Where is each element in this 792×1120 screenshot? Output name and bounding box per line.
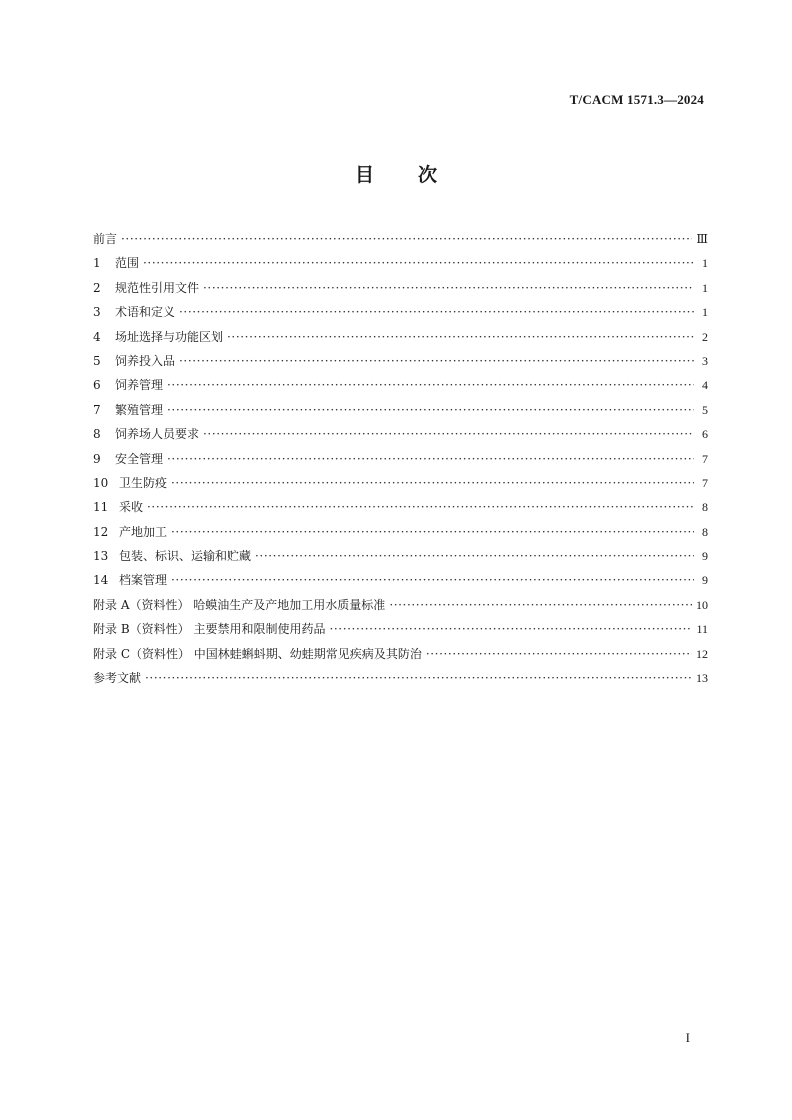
toc-entry-5[interactable] [93, 349, 708, 373]
dot-leader [255, 544, 694, 568]
toc-entry-number: 10 [93, 475, 109, 490]
dot-leader [389, 593, 692, 617]
dot-leader [167, 398, 694, 422]
toc-entry-label: 卫生防疫 [119, 475, 168, 490]
toc-entry-6[interactable] [93, 373, 708, 397]
standard-number: T/CACM 1571.3—2024 [569, 92, 704, 107]
toc-entry-page: 10 [696, 597, 708, 612]
toc-entry-number: 3 [93, 305, 101, 320]
toc-entry-page: Ⅲ [696, 232, 708, 246]
dot-leader [203, 422, 694, 446]
toc-entry-appendix-a[interactable] [93, 593, 708, 617]
toc-entry-label: 安全管理 [115, 451, 164, 466]
toc-entry-number: 12 [93, 524, 109, 539]
toc-entry-number: 13 [93, 549, 109, 564]
toc-entry-9[interactable] [93, 447, 708, 471]
toc-entry-3[interactable] [93, 300, 708, 324]
page-number: I [685, 1030, 690, 1045]
toc-entry-number: 7 [93, 402, 101, 417]
dot-leader [147, 495, 694, 519]
toc-entry-4[interactable] [93, 325, 708, 349]
toc-entry-12[interactable] [93, 520, 708, 544]
dot-leader [171, 568, 694, 592]
dot-leader [227, 325, 694, 349]
toc-entry-number: 1 [93, 256, 101, 271]
toc-entry-appendix-c[interactable] [93, 642, 708, 666]
toc-entry-page: 8 [702, 500, 708, 515]
dot-leader [121, 227, 692, 251]
toc-entry-page: 6 [702, 427, 708, 442]
toc-entry-label: 饲养管理 [115, 378, 164, 393]
dot-leader [167, 373, 694, 397]
toc-entry-page: 9 [702, 549, 708, 564]
dot-leader [203, 276, 694, 300]
toc-entry-page: 12 [696, 646, 708, 661]
dot-leader [179, 300, 694, 324]
toc-entry-label: 饲养场人员要求 [115, 427, 200, 442]
toc-entry-label: 附录 C（资料性） 中国林蛙蝌蚪期、幼蛙期常见疾病及其防治 [93, 646, 422, 661]
toc-entry-label: 繁殖管理 [115, 402, 164, 417]
toc-entry-14[interactable] [93, 568, 708, 592]
toc-entry-page: 2 [702, 329, 708, 344]
toc-entry-label: 参考文献 [93, 671, 142, 686]
dot-leader [167, 447, 694, 471]
toc-entry-label: 场址选择与功能区划 [115, 329, 224, 344]
toc-entry-page: 7 [702, 451, 708, 466]
toc-entry-label: 术语和定义 [115, 305, 176, 320]
toc-entry-label: 采收 [119, 500, 144, 515]
toc-entry-1[interactable] [93, 251, 708, 275]
toc-entry-page: 7 [702, 475, 708, 490]
toc-entry-label: 附录 B（资料性） 主要禁用和限制使用药品 [93, 622, 326, 637]
toc-entry-number: 4 [93, 329, 101, 344]
toc-entry-appendix-b[interactable] [93, 617, 708, 641]
toc-entry-page: 1 [702, 305, 708, 320]
page-title: 目次 [354, 164, 481, 186]
toc-entry-10[interactable] [93, 471, 708, 495]
toc-entry-label: 范围 [115, 256, 140, 271]
toc-entry-label: 前言 [93, 232, 118, 246]
toc-entry-label: 饲养投入品 [115, 353, 176, 368]
toc-entry-number: 9 [93, 451, 101, 466]
toc-entry-label: 产地加工 [119, 524, 168, 539]
dot-leader [145, 666, 692, 690]
toc-entry-11[interactable] [93, 495, 708, 519]
toc-entry-page: 9 [702, 573, 708, 588]
toc-entry-7[interactable] [93, 398, 708, 422]
toc-entry-number: 11 [93, 500, 109, 515]
dot-leader [171, 471, 694, 495]
toc-entry-page: 5 [702, 402, 708, 417]
toc-entry-page: 1 [702, 256, 708, 271]
toc-entry-13[interactable] [93, 544, 708, 568]
toc-entry-number: 6 [93, 378, 101, 393]
table-of-contents [93, 227, 708, 690]
dot-leader [329, 617, 692, 641]
dot-leader [426, 642, 692, 666]
toc-entry-label: 附录 A（资料性） 哈蟆油生产及产地加工用水质量标准 [93, 597, 386, 612]
dot-leader [179, 349, 694, 373]
toc-entry-page: 11 [696, 622, 708, 637]
toc-entry-number: 14 [93, 573, 109, 588]
toc-entry-number: 2 [93, 280, 101, 295]
dot-leader [171, 520, 694, 544]
toc-entry-label: 档案管理 [119, 573, 168, 588]
toc-entry-page: 1 [702, 280, 708, 295]
toc-entry-page: 4 [702, 378, 708, 393]
toc-entry-references[interactable] [93, 666, 708, 690]
toc-entry-8[interactable] [93, 422, 708, 446]
toc-entry-page: 13 [696, 671, 708, 686]
toc-entry-label: 规范性引用文件 [115, 280, 200, 295]
dot-leader [143, 251, 694, 275]
toc-entry-foreword[interactable] [93, 227, 708, 251]
toc-entry-number: 5 [93, 353, 101, 368]
toc-entry-page: 8 [702, 524, 708, 539]
toc-entry-label: 包装、标识、运输和贮藏 [119, 549, 252, 564]
toc-entry-2[interactable] [93, 276, 708, 300]
toc-entry-number: 8 [93, 427, 101, 442]
toc-entry-page: 3 [702, 353, 708, 368]
